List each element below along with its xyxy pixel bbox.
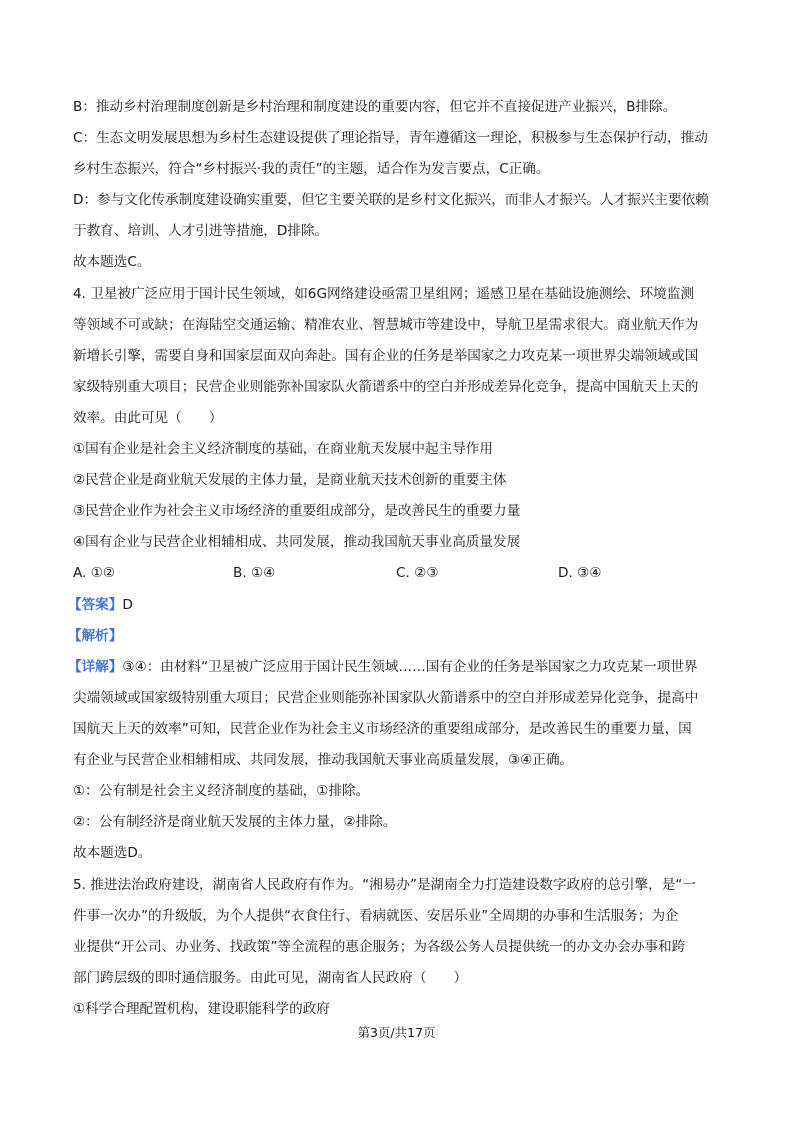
text-line: 尖端领域或国家级特别重大项目；民营企业则能弥补国家队火箭谱系中的空白并形成差异化竞争，提高中 [73,690,699,706]
option-b: B. ①④ [233,565,276,581]
question-stem: 4. 卫星被广泛应用于国计民生领域，如6G网络建设亟需卫星组网；遥感卫星在基础设施测绘、环境监测 [73,286,695,302]
text-line: 国航天上天的效率”可知，民营企业作为社会主义市场经济的重要组成部分，是改善民生的重要力量，国 [73,721,692,737]
question-stem: 件事一次办”的升级版，为个人提供“衣食住行、看病就医、安居乐业”全周期的办事和生活服务；为企 [73,908,679,924]
question-stem: 效率。由此可见（ ） [73,410,223,426]
question-stem: 家级特别重大项目；民营企业则能弥补国家队火箭谱系中的空白并形成差异化竞争，提高中国航天上天的 [73,379,699,395]
text-line: 故本题选D。 [73,845,152,861]
text-line: 乡村生态振兴，符合“乡村振兴·我的责任”的主题，适合作为发言要点，C正确。 [73,161,550,177]
text-line: ①：公有制是社会主义经济制度的基础，①排除。 [73,783,370,799]
analysis-line [68,627,718,645]
statement-item: ②民营企业是商业航天发展的主体力量，是商业航天技术创新的重要主体 [73,472,507,488]
option-a: A. ①② [73,565,116,581]
analysis-tag: 【解析】 [68,628,123,644]
option-d: D. ③④ [558,565,602,581]
statement-item: ③民营企业作为社会主义市场经济的重要组成部分，是改善民生的重要力量 [73,503,521,519]
statement-item: ①国有企业是社会主义经济制度的基础，在商业航天发展中起主导作用 [73,441,493,457]
statement-item: ④国有企业与民营企业相辅相成、共同发展，推动我国航天事业高质量发展 [73,534,521,550]
question-stem: 部门跨层级的即时通信服务。由此可见，湖南省人民政府（ ） [73,970,468,986]
statement-item: ①科学合理配置机构，建设职能科学的政府 [73,1001,330,1017]
detail-line [68,658,718,676]
text-line: 故本题选C。 [73,254,151,270]
detail-text: ③④：由材料“卫星被广泛应用于国计民生领域……国有企业的任务是举国家之力攻克某一项世界 [122,659,698,675]
question-stem: 5. 推进法治政府建设，湖南省人民政府有作为。“湘易办”是湖南全力打造建设数字政府的总引擎，是“一 [73,877,696,893]
answer-tag: 【答案】 [68,597,123,613]
page-footer: 第3页/共17页 [357,1025,436,1040]
answer-value: D [122,597,133,613]
question-stem: 新增长引擎，需要自身和国家层面双向奔赴。国有企业的任务是举国家之力攻克某一项世界尖端领域或国 [73,348,699,364]
text-line: C：生态文明发展思想为乡村生态建设提供了理论指导，青年遵循这一理论，积极参与生态保护行动，推动 [73,130,708,146]
question-stem: 等领域不可或缺；在海陆空交通运输、精准农业、智慧城市等建设中，导航卫星需求很大。商业航天作为 [73,317,699,333]
text-line: D：参与文化传承制度建设确实重要，但它主要关联的是乡村文化振兴，而非人才振兴。人才振兴主要依赖 [73,192,709,208]
text-line: 有企业与民营企业相辅相成、共同发展，推动我国航天事业高质量发展，③④正确。 [73,752,574,768]
detail-tag: 【详解】 [68,659,123,675]
text-line: 于教育、培训、人才引进等措施，D排除。 [73,223,329,239]
text-line: ②：公有制经济是商业航天发展的主体力量，②排除。 [73,814,397,830]
answer-line [68,596,718,614]
question-stem: 业提供“开公司、办业务、找政策”等全流程的惠企服务；为各级公务人员提供统一的办文办会办事和跨 [73,939,686,955]
option-c: C. ②③ [396,565,439,581]
text-line: B：推动乡村治理制度创新是乡村治理和制度建设的重要内容，但它并不直接促进产业振兴，B排除。 [73,99,677,115]
